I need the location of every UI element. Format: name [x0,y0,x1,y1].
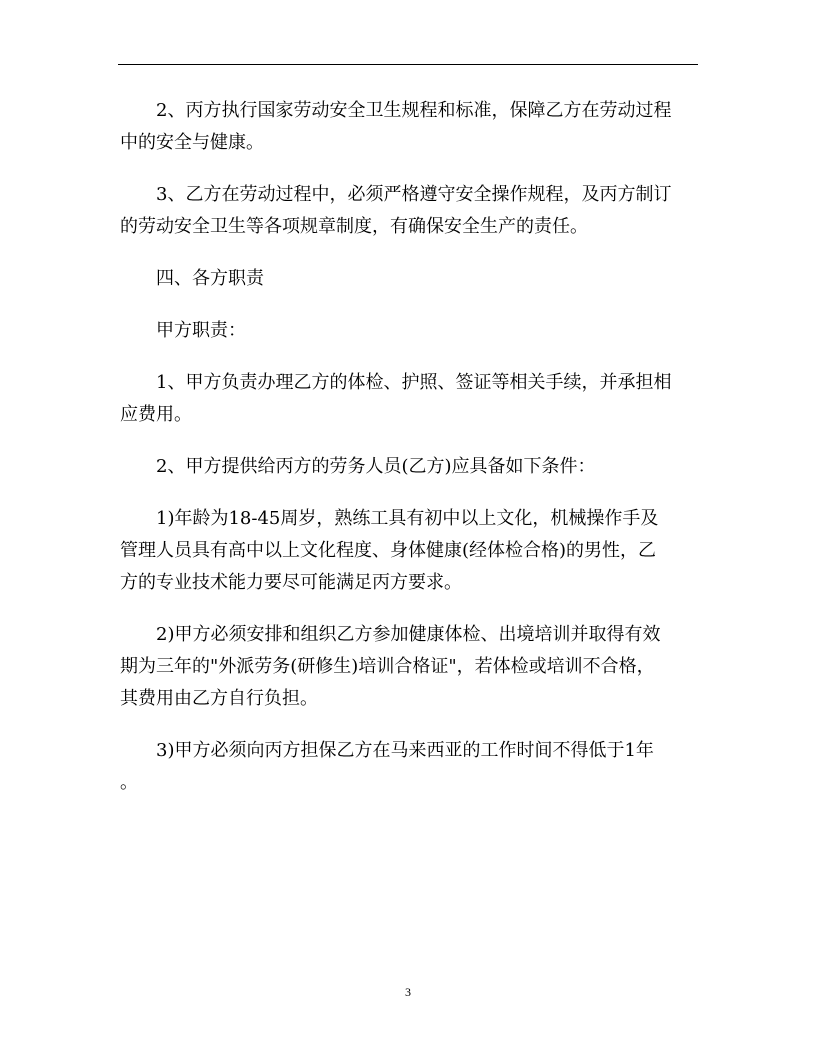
subheading-party-a-duties [120,315,698,347]
paragraph-safety-rules [120,179,698,243]
text-line: 期为三年的"外派劳务(研修生)培训合格证"，若体检或培训不合格， [120,656,655,677]
text-line: 管理人员具有高中以上文化程度、身体健康(经体检合格)的男性，乙 [120,540,657,561]
text-line: 四、各方职责 [156,268,264,289]
text-line: 其费用由乙方自行负担。 [120,688,318,709]
text-line: 1)年龄为18-45周岁，熟练工具有初中以上文化，机械操作手及 [156,508,659,529]
text-line: 3)甲方必须向丙方担保乙方在马来西亚的工作时间不得低于1年 [156,740,654,761]
text-line: 3、乙方在劳动过程中，必须严格遵守安全操作规程，及丙方制订 [156,184,672,205]
text-line: 方的专业技术能力要尽可能满足丙方要求。 [120,572,462,593]
text-line: 2)甲方必须安排和组织乙方参加健康体检、出境培训并取得有效 [156,624,661,645]
paragraph-age-requirement [120,503,698,599]
text-line: 的劳动安全卫生等各项规章制度，有确保安全生产的责任。 [120,216,588,237]
page-number: 3 [405,985,411,999]
paragraph-worker-conditions [120,451,698,483]
text-line: 甲方职责： [156,320,246,341]
section-heading-responsibilities [120,263,698,295]
text-line: 应费用。 [120,404,192,425]
text-line: 1、甲方负责办理乙方的体检、护照、签证等相关手续，并承担相 [156,372,672,393]
text-line: 2、丙方执行国家劳动安全卫生规程和标准，保障乙方在劳动过程 [156,100,672,121]
header-rule [118,64,698,65]
paragraph-training-certificate [120,619,698,715]
text-line: 2、甲方提供给丙方的劳务人员(乙方)应具备如下条件： [156,456,596,477]
paragraph-work-duration [120,735,698,799]
paragraph-party-a-procedures [120,367,698,431]
text-line: 。 [120,772,138,793]
text-line: 中的安全与健康。 [120,132,264,153]
document-body [120,95,698,819]
paragraph-safety-standards [120,95,698,159]
